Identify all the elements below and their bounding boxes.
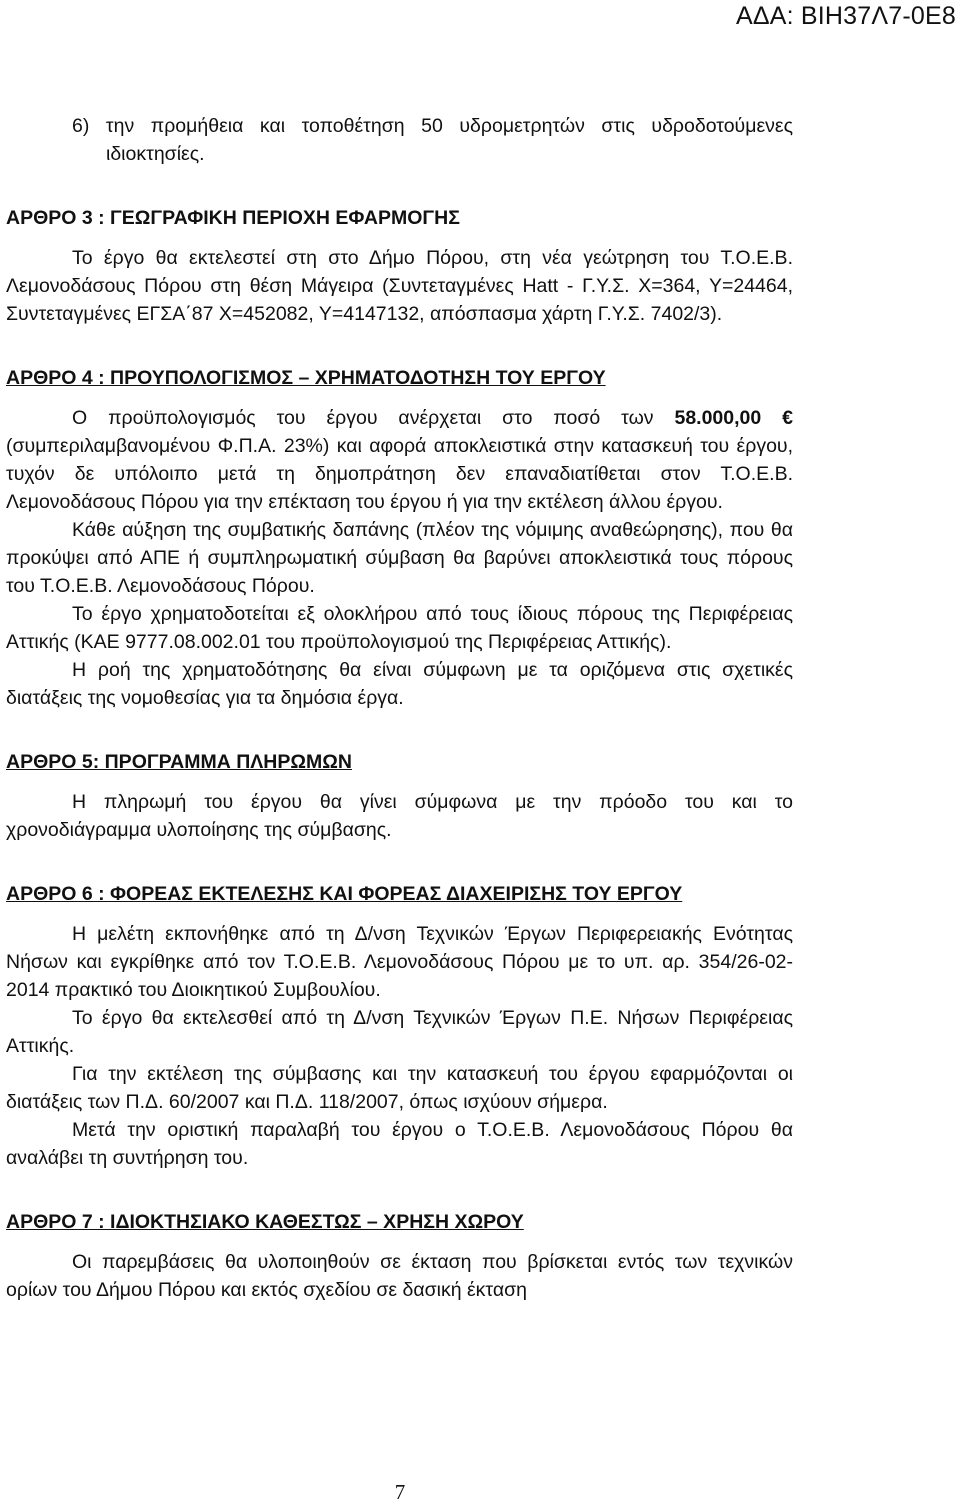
article-4-paragraph-1 bbox=[6, 404, 793, 516]
budget-text-post: (συμπεριλαμβανομένου Φ.Π.Α. 23%) και αφορά αποκλειστικά στην κατασκευή του έργου, τυχόν δε υπόλοιπο μετά τη δημοπράτηση δεν επαναδιατίθεται στον Τ.Ο.Ε.Β. Λεμονοδάσους Πόρου για την επέκταση του έργου ή για την εκτέλεση άλλου έργου. bbox=[6, 435, 793, 513]
article-4-paragraph-4: Η ροή της χρηματοδότησης θα είναι σύμφωνη με τα οριζόμενα στις σχετικές διατάξεις της νομοθεσίας για τα δημόσια έργα. bbox=[6, 659, 793, 709]
list-item-6: 6) την προμήθεια και τοποθέτηση 50 υδρομετρητών στις υδροδοτούμενες ιδιοκτησίες. bbox=[72, 115, 793, 165]
article-3-heading: ΑΡΘΡΟ 3 : ΓΕΩΓΡΑΦΙΚΗ ΠΕΡΙΟΧΗ ΕΦΑΡΜΟΓΗΣ bbox=[6, 207, 460, 229]
article-4-paragraph-2: Κάθε αύξηση της συμβατικής δαπάνης (πλέον της νόμιμης αναθεώρησης), που θα προκύψει από ΑΠΕ ή συμπληρωματική σύμβαση θα βαρύνει αποκλειστικά τους πόρους του Τ.Ο.Ε.Β. Λεμονοδάσους Πόρου. bbox=[6, 519, 793, 597]
budget-text-pre: Ο προϋπολογισμός του έργου ανέρχεται στο ποσό των bbox=[72, 407, 675, 429]
article-6-paragraph-2: Το έργο θα εκτελεσθεί από τη Δ/νση Τεχνικών Έργων Π.Ε. Νήσων Περιφέρειας Αττικής. bbox=[6, 1007, 793, 1057]
article-4-heading: ΑΡΘΡΟ 4 : ΠΡΟΥΠΟΛΟΓΙΣΜΟΣ – ΧΡΗΜΑΤΟΔΟΤΗΣΗ ΤΟΥ ΕΡΓΟΥ bbox=[6, 367, 606, 389]
article-6-paragraph-4: Μετά την οριστική παραλαβή του έργου ο Τ.Ο.Ε.Β. Λεμονοδάσους Πόρου θα αναλάβει τη συντήρηση του. bbox=[6, 1119, 793, 1169]
article-5-paragraph: Η πληρωμή του έργου θα γίνει σύμφωνα με την πρόοδο του και το χρονοδιάγραμμα υλοποίησης της σύμβασης. bbox=[6, 791, 793, 841]
article-7-heading: ΑΡΘΡΟ 7 : ΙΔΙΟΚΤΗΣΙΑΚΟ ΚΑΘΕΣΤΩΣ – ΧΡΗΣΗ ΧΩΡΟΥ bbox=[6, 1211, 524, 1233]
article-6-paragraph-3: Για την εκτέλεση της σύμβασης και την κατασκευή του έργου εφαρμόζονται οι διατάξεις των Π.Δ. 60/2007 και Π.Δ. 118/2007, όπως ισχύουν σήμερα. bbox=[6, 1063, 793, 1113]
article-3-paragraph: Το έργο θα εκτελεστεί στη στο Δήμο Πόρου, στη νέα γεώτρηση του Τ.Ο.Ε.Β. Λεμονοδάσους Πόρου στη θέση Μάγειρα (Συντεταγμένες Hatt - Γ.Υ.Σ. Χ=364, Υ=24464, Συντεταγμένες ΕΓΣΑ΄87 Χ=452082, Υ=4147132, απόσπασμα χάρτη Γ.Υ.Σ. 7402/3). bbox=[6, 247, 793, 325]
document-body bbox=[6, 112, 793, 1304]
budget-amount: 58.000,00 € bbox=[674, 407, 793, 429]
article-6-heading: ΑΡΘΡΟ 6 : ΦΟΡΕΑΣ ΕΚΤΕΛΕΣΗΣ ΚΑΙ ΦΟΡΕΑΣ ΔΙΑΧΕΙΡΙΣΗΣ ΤΟΥ ΕΡΓΟΥ bbox=[6, 883, 683, 905]
article-7-paragraph: Οι παρεμβάσεις θα υλοποιηθούν σε έκταση που βρίσκεται εντός των τεχνικών ορίων του Δήμου Πόρου και εκτός σχεδίου σε δασική έκταση bbox=[6, 1251, 793, 1301]
ada-code: ΑΔΑ: ΒΙΗ37Λ7-0Ε8 bbox=[735, 2, 956, 30]
article-6-paragraph-1: Η μελέτη εκπονήθηκε από τη Δ/νση Τεχνικών Έργων Περιφερειακής Ενότητας Νήσων και εγκρίθηκε από τον Τ.Ο.Ε.Β. Λεμονοδάσους Πόρου με το υπ. αρ. 354/26-02-2014 πρακτικό του Διοικητικού Συμβουλίου. bbox=[6, 923, 793, 1001]
page-number: 7 bbox=[394, 1480, 406, 1504]
article-5-heading: ΑΡΘΡΟ 5: ΠΡΟΓΡΑΜΜΑ ΠΛΗΡΩΜΩΝ bbox=[6, 751, 352, 773]
article-4-paragraph-3: Το έργο χρηματοδοτείται εξ ολοκλήρου από τους ίδιους πόρους της Περιφέρειας Αττικής (ΚΑΕ 9777.08.002.01 του προϋπολογισμού της Περιφέρειας Αττικής). bbox=[6, 603, 793, 653]
